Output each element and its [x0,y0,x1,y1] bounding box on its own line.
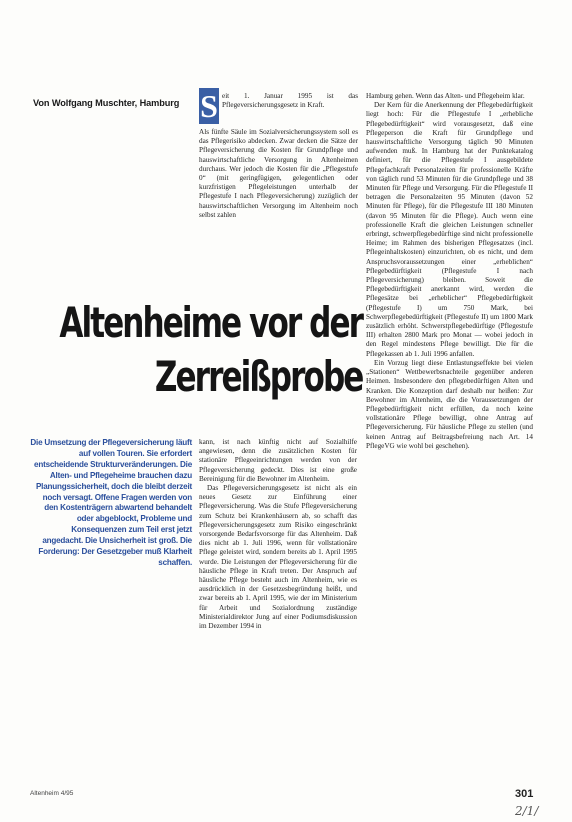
journal-footer: Altenheim 4/95 [30,790,74,797]
headline-line-1: Altenheime vor der [59,298,362,347]
teaser-text: Die Umsetzung der Pflegeversicherung läuft auf vollen Touren. Sie erfordert entscheidende Strukturveränderungen. Die Alten- und Pflegeheime brauchen dazu Planungssicherheit, doch die bleibt derzeit noch versagt. Offene Fragen werden von den Kostenträgern abwartend behandelt oder abgeblockt, Probleme und Konsequenzen zum Teil erst jetzt angedacht. Die Unsicherheit ist groß. Die Forderung: Der Gesetzgeber muß Klarheit schaffen. [30,438,192,567]
intro-column [199,110,358,255]
body-paragraph: Das Pflegeversicherungsgesetz ist nicht als ein neues Gesetz zur Einführung einer Pflegeversicherung. Was die Stufe Pflegeversicherung zum Schutz bei Krankenhäusern ab, so schafft das Pflegeversicherungsgesetz zum Risiko eingeschränkt vorsorgende Bedarfsvorsorge für das Altenheim. Daß dies nicht ab 1. Juli 1996, wenn für vollstationäre Pflege geleistet wird, sondern bereits ab 1. April 1995 wurde. Die Leistungen der Pflegeversicherung für die häusliche Pflege in Kraft treten. Der Anspruch auf häusliche Pflege besteht auch im Altenheim, wie es ausdrücklich in der Gesetzesbegründung heißt, und zwar bereits ab 1. April 1995, wie der im Ministerium für Arbeit und Sozialordnung zuständige Ministerialdirektor Jung auf einer Podiumsdiskussion im Dezember 1994 in [199,484,357,631]
body-column-middle [199,438,357,810]
intro-paragraph-rest: Als fünfte Säule im Sozialversicherungssystem soll es das Pflegerisiko abdecken. Zwar decken die Sätze der Pflegeversicherung die Kosten für Grundpflege und hauswirtschaftliche Versorgung in Altenheimen durchaus. Wer jedoch die Kosten für die „Pflegestufe 0“ (mit geringfügigen, gelegentlichen oder kurzfristigen Pflegeleistungen unterhalb der Pflegestufe I nach Pflegeversicherung) zuzüglich der hauswirtschaftlichen Versorgung im Altenheim noch selbst zahlen [199,128,358,219]
body-column-right [366,92,533,810]
headline-line-2: Zerreißprobe [154,352,362,401]
handwritten-note: 2/1/ [515,804,539,818]
intro-paragraph-start: eit 1. Januar 1995 ist das Pflegeversicherungsgesetz in Kraft. [222,92,358,110]
byline: Von Wolfgang Muschter, Hamburg [33,98,180,108]
body-paragraph: Ein Vorzug liegt diese Entlastungseffekte bei vielen „Stationen“ Wettbewerbsnachteile gegenüber anderen Heimen. Insbesondere den pflegebedürftigen Alten und Kranken. Die Konzeption darf deshalb nur heißen: Zur Bewohner im Altenheim, die die Voraussetzungen der Pflegebedürftigkeit nicht erfüllen, da noch keine vollstationäre Pflege bewilligt, ohne Antrag auf Pflegeversicherung. Für häusliche Pflege zu stellen (und keinen Antrag auf Beitragsbefreiung nach Art. 14 PflegeVG wie wohl bei geschehen). [366,358,533,450]
drop-cap: S [200,88,218,124]
body-paragraph: Hamburg gehen. Wenn das Alten- und Pflegeheim klar. [366,92,525,100]
page-number: 301 [515,788,534,800]
body-paragraph: Der Kern für die Anerkennung der Pflegebedürftigkeit liegt hoch: Für die Pflegestufe I „erhebliche Pflegebedürftigkeit“ wird vorausgesetzt, daß eine Pflegeperson die Kraft für Grundpflege und hauswirtschaftliche Versorgung täglich 90 Minuten aufwenden muß. In Hamburg hat der Punktekatalog definiert, für die Pflegestufe I ausgebildete Pflegefachkraft Personalzeiten für professionelle Kräfte von täglich rund 53 Minuten für die Grundpflege und 38 Minuten für Pflege und Versorgung. Für die Pflegestufe II betragen die Personalzeiten 95 Minuten (davon 52 Minuten für Pflege), für die Pflegestufe III 180 Minuten (davon 95 Minuten für die Pflege). Auch wenn eine professionelle Kraft die gleichen Leistungen schneller erbringt, schwerpflegebedürftige sind nicht professionelle Heime; im Rahmen des bisherigen Pflegesatzes (incl. Pflegeinhaltskosten) einzurichten, ob es nicht, und dem Anspruchsvoraussetzungen einer „erheblichen“ Pflegebedürftigkeit (Pflegestufe I nach Pflegeversicherung) bleiben. Soweit die Pflegebedürftigkeit anerkannt wird, werden die Pflegesätze bei „erheblicher“ Pflegebedürftigkeit (Pflegestufe I) um 750 Mark, bei Schwerpflegebedürftigkeit (Pflegestufe II) um 1800 Mark zusätzlich erhöht. Schwerstpflegebedürftige (Pflegestufe III) erhalten 2800 Mark pro Monat — wobei jedoch in den Regel mindestens Pflege bewilligt. Die für die Pflegekassen ab 1. Juli 1996 anfallen. [366,101,533,358]
body-paragraph: kann, ist nach künftig nicht auf Sozialhilfe angewiesen, denn die zusätzlichen Kosten für stationäre Pflegeeinrichtungen werden von der Pflegeversicherung gedeckt. Dies ist eine große Bereinigung für die Bewohner im Altenheim. [199,438,357,483]
